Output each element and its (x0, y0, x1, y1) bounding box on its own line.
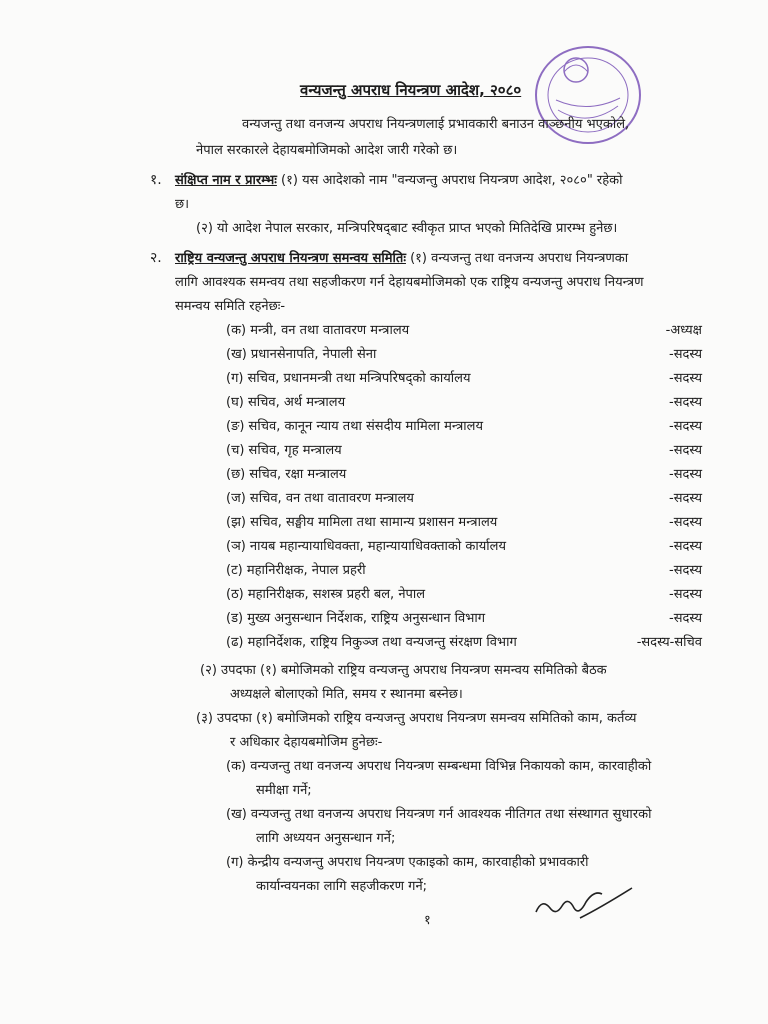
member-row (226, 440, 702, 458)
member-role: -अध्यक्ष (665, 323, 702, 338)
member-row (226, 608, 702, 626)
member-row (226, 320, 702, 338)
member-label: (झ) सचिव, सङ्घीय मामिला तथा सामान्य प्रशासन मन्त्रालय (226, 515, 498, 530)
member-label: (क) मन्त्री, वन तथा वातावरण मन्त्रालय (226, 323, 410, 338)
member-role: -सदस्य (669, 371, 702, 386)
member-label: (ञ) नायब महान्यायाधिवक्ता, महान्यायाधिवक्ताको कार्यालय (226, 539, 507, 554)
member-role: -सदस्य-सचिव (636, 635, 702, 650)
member-label: (ड) मुख्य अनुसन्धान निर्देशक, राष्ट्रिय अनुसन्धान विभाग (226, 611, 486, 626)
member-row (226, 584, 702, 602)
duty-line-2: समीक्षा गर्ने; (256, 783, 312, 798)
duty-line-1: (क) वन्यजन्तु तथा वनजन्य अपराध नियन्त्रण सम्बन्धमा विभिन्न निकायको काम, कारवाहीको (226, 759, 652, 774)
member-label: (ङ) सचिव, कानून न्याय तथा संसदीय मामिला मन्त्रालय (226, 419, 484, 434)
member-label: (घ) सचिव, अर्थ मन्त्रालय (226, 395, 346, 410)
member-label: (ट) महानिरीक्षक, नेपाल प्रहरी (226, 563, 366, 578)
duty-line-2: लागि अध्ययन अनुसन्धान गर्ने; (256, 831, 396, 846)
section-2-heading: राष्ट्रिय वन्यजन्तु अपराध नियन्त्रण समन्वय समितिः (175, 251, 406, 266)
member-row (226, 488, 702, 506)
duty-line-1: (ख) वन्यजन्तु तथा वनजन्य अपराध नियन्त्रण गर्न आवश्यक नीतिगत तथा संस्थागत सुधारको (226, 807, 652, 822)
member-row (226, 632, 702, 650)
section-2-line-2: लागि आवश्यक समन्वय तथा सहजीकरण गर्न देहायबमोजिमको एक राष्ट्रिय वन्यजन्तु अपराध नियन्त्रण (175, 275, 644, 290)
member-label: (ढ) महानिर्देशक, राष्ट्रिय निकुञ्ज तथा वन्यजन्तु संरक्षण विभाग (226, 635, 517, 650)
member-label: (ख) प्रधानसेनापति, नेपाली सेना (226, 347, 377, 362)
preamble-line-2: नेपाल सरकारले देहायबमोजिमको आदेश जारी गरेको छ। (196, 143, 458, 158)
member-label: (ज) सचिव, वन तथा वातावरण मन्त्रालय (226, 491, 414, 506)
member-label: (च) सचिव, गृह मन्त्रालय (226, 443, 342, 458)
duty-line-1: (ग) केन्द्रीय वन्यजन्तु अपराध नियन्त्रण एकाइको काम, कारवाहीको प्रभावकारी (226, 855, 589, 870)
member-label: (ठ) महानिरीक्षक, सशस्त्र प्रहरी बल, नेपाल (226, 587, 426, 602)
member-role: -सदस्य (669, 395, 702, 410)
member-role: -सदस्य (669, 611, 702, 626)
member-row (226, 416, 702, 434)
member-role: -सदस्य (669, 587, 702, 602)
subsection-3-line-2: र अधिकार देहायबमोजिम हुनेछः- (230, 735, 383, 750)
member-label: (छ) सचिव, रक्षा मन्त्रालय (226, 467, 347, 482)
member-row (226, 464, 702, 482)
section-2-number: २. (150, 250, 162, 266)
member-row (226, 344, 702, 362)
document-title: वन्यजन्तु अपराध नियन्त्रण आदेश, २०८० (300, 81, 522, 99)
section-1-line-1 (175, 170, 623, 188)
member-role: -सदस्य (669, 515, 702, 530)
member-row (226, 560, 702, 578)
member-label: (ग) सचिव, प्रधानमन्त्री तथा मन्त्रिपरिषद्को कार्यालय (226, 371, 471, 386)
section-1-number: १. (150, 172, 162, 188)
member-role: -सदस्य (669, 491, 702, 506)
section-1-line-3: (२) यो आदेश नेपाल सरकार, मन्त्रिपरिषद्‌बाट स्वीकृत प्राप्त भएको मितिदेखि प्रारम्भ हुनेछ। (196, 221, 618, 236)
member-role: -सदस्य (669, 539, 702, 554)
subsection-3-line-1: (३) उपदफा (१) बमोजिमको राष्ट्रिय वन्यजन्तु अपराध नियन्त्रण समन्वय समितिको काम, कर्तव्य (196, 711, 637, 726)
section-1-heading: संक्षिप्त नाम र प्रारम्भः (175, 173, 277, 188)
duty-line-2: कार्यान्वयनका लागि सहजीकरण गर्ने; (256, 879, 428, 894)
member-role: -सदस्य (669, 419, 702, 434)
member-role: -सदस्य (669, 467, 702, 482)
signature (528, 878, 638, 928)
section-1-line-2: छ। (175, 197, 190, 212)
subsection-2-line-2: अध्यक्षले बोलाएको मिति, समय र स्थानमा बस्नेछ। (230, 687, 463, 702)
member-role: -सदस्य (669, 347, 702, 362)
member-row (226, 512, 702, 530)
page-number: १ (424, 913, 431, 928)
member-role: -सदस्य (669, 443, 702, 458)
section-2-text: (१) वन्यजन्तु तथा वनजन्य अपराध नियन्त्रणका (410, 251, 629, 266)
section-2-line-3: समन्वय समिति रहनेछः- (175, 299, 286, 314)
member-row (226, 392, 702, 410)
preamble-line-1: वन्यजन्तु तथा वनजन्य अपराध नियन्त्रणलाई प्रभावकारी बनाउन वाञ्छनीय भएकोले, (242, 117, 630, 132)
subsection-2-line-1: (२) उपदफा (१) बमोजिमको राष्ट्रिय वन्यजन्तु अपराध नियन्त्रण समन्वय समितिको बैठक (200, 663, 607, 678)
member-row (226, 368, 702, 386)
member-role: -सदस्य (669, 563, 702, 578)
government-stamp (528, 40, 658, 150)
section-1-text: (१) यस आदेशको नाम "वन्यजन्तु अपराध नियन्त्रण आदेश, २०८०" रहेको (281, 173, 623, 188)
member-row (226, 536, 702, 554)
section-2-line-1 (175, 248, 628, 266)
